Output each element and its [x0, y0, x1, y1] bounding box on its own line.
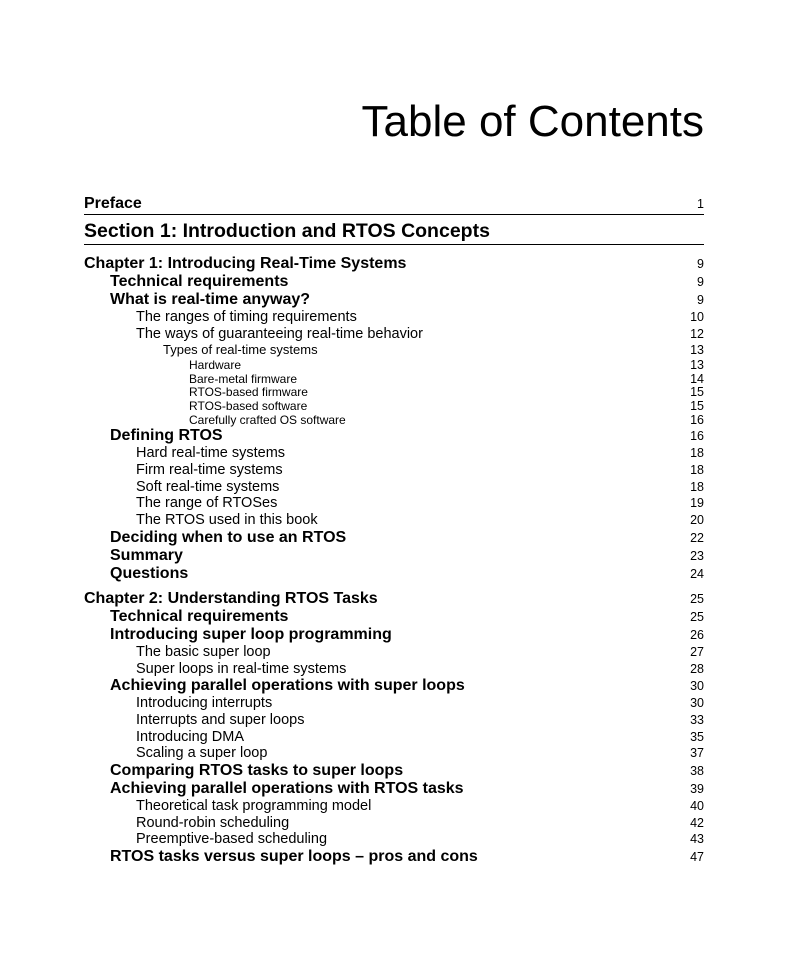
toc-chapter-1[interactable] [84, 255, 704, 273]
toc-entry[interactable] [84, 359, 704, 373]
toc-entry-label: What is real-time anyway? [110, 291, 311, 308]
toc-page-number: 43 [690, 832, 704, 847]
toc-page-number: 13 [690, 343, 704, 358]
toc-entry[interactable] [84, 414, 704, 428]
toc-entry-label: The basic super loop [136, 643, 271, 660]
toc-entry-label: Defining RTOS [110, 427, 223, 445]
toc-entry-label: Scaling a super loop [136, 745, 268, 762]
toc-entry-label: Questions [110, 564, 189, 582]
toc-entry[interactable] [84, 462, 704, 479]
toc-page-number: 42 [690, 815, 704, 830]
toc-entry-label: Technical requirements [110, 273, 289, 290]
toc-page-number: 24 [690, 566, 704, 581]
toc-page-number: 26 [690, 627, 704, 642]
toc-entry[interactable] [84, 745, 704, 762]
toc-entry-label: Firm real-time systems [136, 462, 283, 479]
toc-chapter-2[interactable] [84, 590, 704, 608]
toc-page-number: 22 [690, 530, 704, 545]
toc-entry-label: Hard real-time systems [136, 445, 286, 462]
toc-page-number: 18 [690, 446, 704, 461]
toc-page-number: 25 [690, 591, 704, 606]
toc-entry[interactable] [84, 386, 704, 400]
toc-entry-preface[interactable] [84, 195, 704, 215]
toc-page-number: 13 [690, 357, 704, 372]
toc-entry[interactable] [84, 848, 704, 866]
toc-entry-label: Preface [84, 195, 142, 212]
toc-page-number: 23 [690, 548, 704, 563]
toc-entry[interactable] [84, 626, 704, 644]
toc-entry-label: Interrupts and super loops [136, 711, 305, 728]
toc-entry[interactable] [84, 479, 704, 496]
toc-entry[interactable] [84, 661, 704, 678]
toc-page-number: 27 [690, 644, 704, 659]
toc-page-number: 15 [690, 398, 704, 413]
toc-page-number: 28 [690, 661, 704, 676]
toc-page-number: 9 [697, 293, 704, 307]
toc-entry-label: The range of RTOSes [136, 495, 278, 512]
toc-entry[interactable] [84, 695, 704, 712]
toc-entry[interactable] [84, 512, 704, 529]
toc-page-number: 37 [690, 746, 704, 761]
toc-page-number: 12 [690, 326, 704, 341]
toc-chapter-label: Chapter 2: Understanding RTOS Tasks [84, 589, 378, 607]
toc-entry[interactable] [84, 815, 704, 832]
toc-page-number: 47 [690, 850, 704, 865]
toc-entry[interactable] [84, 373, 704, 387]
toc-entry[interactable] [84, 547, 704, 565]
toc-entry-label: Super loops in real-time systems [136, 660, 347, 677]
toc-entry[interactable] [84, 427, 704, 445]
toc-entry-label: Types of real-time systems [163, 342, 318, 358]
toc-entry-label: Introducing super loop programming [110, 625, 392, 643]
toc-page-number: 39 [690, 782, 704, 797]
section-heading-label: Section 1: Introduction and RTOS Concepts [84, 220, 490, 242]
toc-entry-label: Hardware [189, 357, 242, 372]
toc-entry[interactable] [84, 326, 704, 343]
table-of-contents [84, 195, 704, 866]
toc-entry-label: Theoretical task programming model [136, 798, 372, 815]
toc-entry[interactable] [84, 780, 704, 798]
toc-entry-label: Carefully crafted OS software [189, 412, 346, 427]
toc-page-number: 25 [690, 609, 704, 624]
toc-entry-label: Bare-metal firmware [189, 371, 298, 386]
toc-page-number: 35 [690, 729, 704, 744]
toc-entry-label: RTOS tasks versus super loops – pros and cons [110, 848, 478, 866]
toc-chapter-label: Chapter 1: Introducing Real-Time Systems [84, 255, 407, 272]
toc-page-number: 18 [690, 463, 704, 478]
toc-entry[interactable] [84, 565, 704, 583]
toc-page-number: 33 [690, 712, 704, 727]
toc-entry[interactable] [84, 273, 704, 291]
toc-page-number: 40 [690, 799, 704, 814]
toc-page-number: 19 [690, 496, 704, 511]
toc-entry[interactable] [84, 342, 704, 358]
toc-page-number: 15 [690, 385, 704, 400]
toc-entry-label: Preemptive-based scheduling [136, 831, 328, 848]
toc-entry-label: The RTOS used in this book [136, 512, 318, 529]
toc-entry-label: The ways of guaranteeing real-time behavior [136, 325, 423, 342]
toc-entry-label: Summary [110, 546, 183, 564]
toc-entry[interactable] [84, 831, 704, 848]
toc-entry[interactable] [84, 644, 704, 661]
toc-entry-label: Soft real-time systems [136, 478, 280, 495]
toc-entry[interactable] [84, 529, 704, 547]
section-heading [84, 219, 704, 245]
toc-entry-label: The ranges of timing requirements [136, 309, 357, 325]
page-title: Table of Contents [361, 97, 704, 146]
toc-entry-label: Introducing interrupts [136, 695, 273, 712]
toc-entry-label: Introducing DMA [136, 728, 244, 745]
toc-entry-label: Comparing RTOS tasks to super loops [110, 762, 404, 780]
toc-entry[interactable] [84, 309, 704, 326]
toc-entry[interactable] [84, 400, 704, 414]
toc-entry[interactable] [84, 445, 704, 462]
toc-entry-label: RTOS-based software [189, 398, 308, 413]
toc-entry[interactable] [84, 798, 704, 815]
toc-entry[interactable] [84, 729, 704, 746]
toc-page-number: 16 [690, 412, 704, 427]
toc-page-number: 14 [690, 371, 704, 386]
toc-entry-label: Round-robin scheduling [136, 814, 290, 831]
toc-entry-label: Deciding when to use an RTOS [110, 528, 347, 546]
toc-page-number: 30 [690, 696, 704, 711]
toc-page-number: 38 [690, 764, 704, 779]
toc-page-number: 30 [690, 679, 704, 694]
toc-page-number: 18 [690, 479, 704, 494]
toc-page-number: 9 [697, 257, 704, 271]
toc-entry-label: Achieving parallel operations with super loops [110, 677, 465, 695]
toc-page-number: 10 [690, 310, 704, 324]
toc-entry-label: RTOS-based firmware [189, 385, 308, 400]
toc-entry[interactable] [84, 608, 704, 626]
toc-page-number: 20 [690, 513, 704, 528]
toc-page-number: 16 [690, 429, 704, 444]
toc-page-number: 1 [697, 197, 704, 211]
toc-entry[interactable] [84, 677, 704, 695]
toc-entry[interactable] [84, 712, 704, 729]
toc-entry[interactable] [84, 495, 704, 512]
toc-entry-label: Technical requirements [110, 607, 289, 625]
toc-entry[interactable] [84, 291, 704, 309]
toc-page-number: 9 [697, 275, 704, 289]
toc-entry[interactable] [84, 762, 704, 780]
toc-entry-label: Achieving parallel operations with RTOS tasks [110, 780, 464, 798]
